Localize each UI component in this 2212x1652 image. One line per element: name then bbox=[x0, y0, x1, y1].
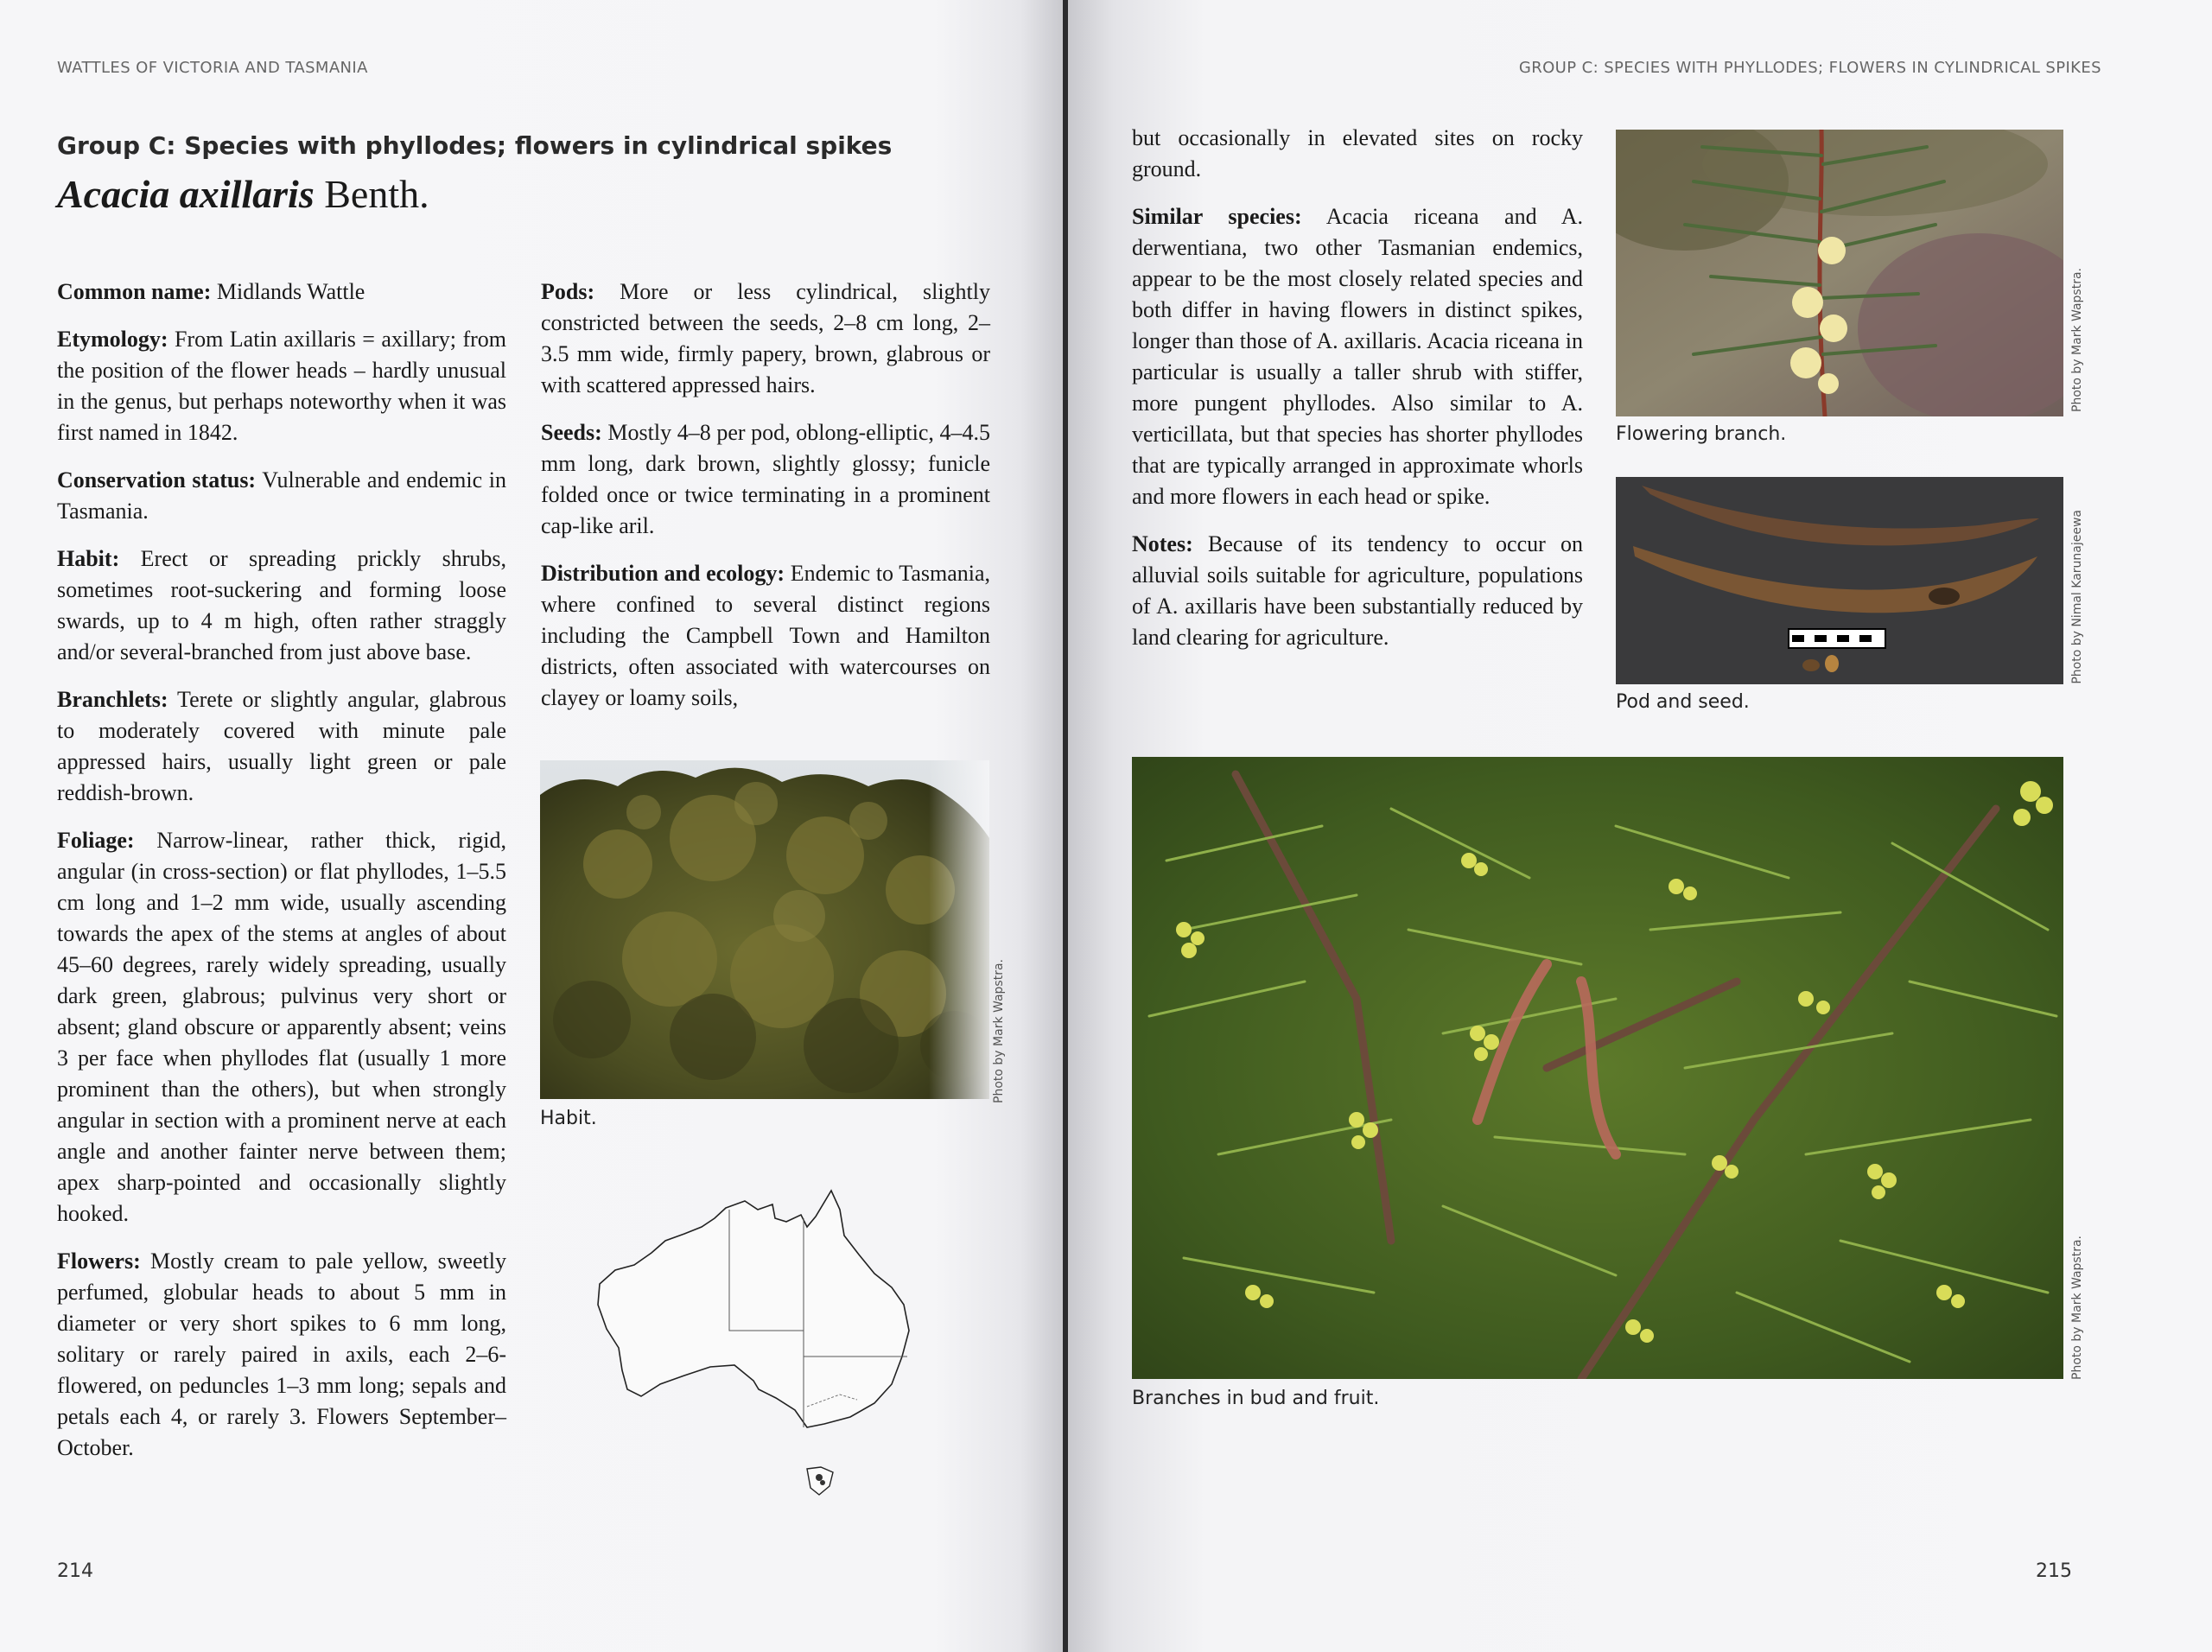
paragraph-label: Branchlets: bbox=[57, 687, 168, 712]
paragraph-label: Habit: bbox=[57, 546, 120, 571]
pod-caption: Pod and seed. bbox=[1616, 691, 1750, 713]
paragraph bbox=[57, 825, 506, 1229]
paragraph bbox=[541, 417, 990, 542]
paragraph-label: Common name: bbox=[57, 279, 212, 304]
paragraph bbox=[1132, 201, 1583, 512]
paragraph bbox=[541, 276, 990, 401]
pod-credit: Photo by Nimal Karunajeewa bbox=[2070, 510, 2084, 684]
paragraph-text: Mostly cream to pale yellow, sweetly perfumed, globular heads to about 5 mm in diameter or very short spikes to 6 mm long, solitary or rarely paired in axils, each 2–6-flowered, on peduncles 1–3 mm long; sepals and petals each 4, or rarely 3. Flowers September–October. bbox=[57, 1249, 507, 1460]
paragraph-label: Distribution and ecology: bbox=[541, 561, 785, 586]
paragraph-text: Terete or slightly angular, glabrous to moderately covered with minute pale appressed hairs, usually light green or pale reddish-brown. bbox=[57, 687, 507, 805]
paragraph-label: Pods: bbox=[541, 279, 595, 304]
paragraph-text: Because of its tendency to occur on alluvial soils suitable for agriculture, populations of A. axillaris have been substantially reduced by land clearing for agriculture. bbox=[1132, 531, 1584, 650]
paragraph bbox=[57, 684, 506, 809]
flowering-credit: Photo by Mark Wapstra. bbox=[2070, 268, 2084, 412]
paragraph-label: Flowers: bbox=[57, 1249, 141, 1274]
folio-left: 214 bbox=[57, 1560, 93, 1582]
paragraph-label: Foliage: bbox=[57, 828, 135, 853]
habit-credit: Photo by Mark Wapstra. bbox=[992, 959, 1006, 1103]
paragraph-label: Seeds: bbox=[541, 420, 602, 445]
paragraph bbox=[1132, 529, 1583, 653]
paragraph bbox=[57, 465, 506, 527]
running-head-right: GROUP C: SPECIES WITH PHYLLODES; FLOWERS IN CYLINDRICAL SPIKES bbox=[1518, 59, 2101, 77]
running-head-left: WATTLES OF VICTORIA AND TASMANIA bbox=[57, 59, 368, 77]
left-column-2 bbox=[541, 276, 990, 730]
species-name: Acacia axillaris bbox=[57, 172, 315, 216]
branches-photo bbox=[1132, 757, 2063, 1379]
paragraph-text: Narrow-linear, rather thick, rigid, angular (in cross-section) or flat phyllodes, 1–5.5 cm long and 1–2 mm wide, usually ascending towards the apex of the stems at angles of about 45–60 degrees, rarely widely spreading, usually dark green, glabrous; pulvinus very short or absent; gland obscure or apparently absent; veins 3 per face when phyllodes flat (usually 1 more prominent than the others), but when strongly angular in section with a prominent nerve at each angle and another fainter nerve between them; apex sharp-pointed and occasionally slightly hooked. bbox=[57, 828, 506, 1226]
right-column bbox=[1132, 123, 1583, 670]
distribution-map bbox=[581, 1184, 944, 1521]
paragraph-text: Endemic to Tasmania, where confined to several distinct regions including the Campbell Town and Hamilton districts, often associated with watercourses on clayey or loamy soils, bbox=[541, 561, 991, 710]
left-page bbox=[0, 0, 1063, 1652]
paragraph-text: More or less cylindrical, slightly constricted between the seeds, 2–8 cm long, 2–3.5 mm wide, firmly papery, brown, glabrous or with scattered appressed hairs. bbox=[541, 279, 990, 397]
group-title: Group C: Species with phyllodes; flowers in cylindrical spikes bbox=[57, 131, 893, 160]
paragraph bbox=[57, 324, 506, 448]
habit-photo bbox=[540, 760, 989, 1099]
paragraph bbox=[57, 543, 506, 668]
species-author: Benth. bbox=[324, 172, 429, 216]
paragraph-label: Similar species: bbox=[1132, 204, 1302, 229]
branches-caption: Branches in bud and fruit. bbox=[1132, 1388, 1380, 1409]
right-page bbox=[1068, 0, 2212, 1652]
paragraph bbox=[57, 1246, 506, 1464]
pod-seed-photo bbox=[1616, 477, 2063, 684]
paragraph bbox=[57, 276, 506, 308]
paragraph-text: Vulnerable and endemic in Tasmania. bbox=[57, 467, 507, 524]
left-column-1 bbox=[57, 276, 506, 1480]
paragraph-label: Notes: bbox=[1132, 531, 1193, 556]
paragraph-text: Erect or spreading prickly shrubs, sometimes root-suckering and forming loose swards, up to 4 m high, often rather straggly and/or several-branched from just above base. bbox=[57, 546, 507, 664]
paragraph bbox=[1132, 123, 1583, 185]
paragraph-text: Mostly 4–8 per pod, oblong-elliptic, 4–4.5 mm long, dark brown, slightly glossy; funicle folded once or twice terminating in a prominent cap-like aril. bbox=[541, 420, 990, 538]
habit-caption: Habit. bbox=[540, 1108, 597, 1129]
paragraph-label: Conservation status: bbox=[57, 467, 257, 492]
paragraph-text: From Latin axillaris = axillary; from the position of the flower heads – hardly unusual in the genus, but perhaps noteworthy when it was first named in 1842. bbox=[57, 327, 506, 445]
flowering-caption: Flowering branch. bbox=[1616, 423, 1787, 445]
branches-credit: Photo by Mark Wapstra. bbox=[2070, 1236, 2084, 1380]
folio-right: 215 bbox=[2036, 1560, 2072, 1582]
paragraph bbox=[541, 558, 990, 714]
paragraph-label: Etymology: bbox=[57, 327, 168, 352]
species-title bbox=[57, 171, 429, 217]
flowering-branch-photo bbox=[1616, 130, 2063, 416]
paragraph-text: Acacia riceana and A. derwentiana, two other Tasmanian endemics, appear to be the most closely related species and both differ in having flowers in distinct spikes, longer than those of A. axillaris. Acacia riceana in particular is usually a taller shrub with stiffer, more pungent phyllodes. Also similar to A. verticillata, but that species has shorter phyllodes that are typically arranged in approximate whorls and more flowers in each head or spike. bbox=[1132, 204, 1583, 509]
paragraph-text: Midlands Wattle bbox=[216, 279, 365, 304]
paragraph-text: but occasionally in elevated sites on rocky ground. bbox=[1132, 125, 1583, 181]
